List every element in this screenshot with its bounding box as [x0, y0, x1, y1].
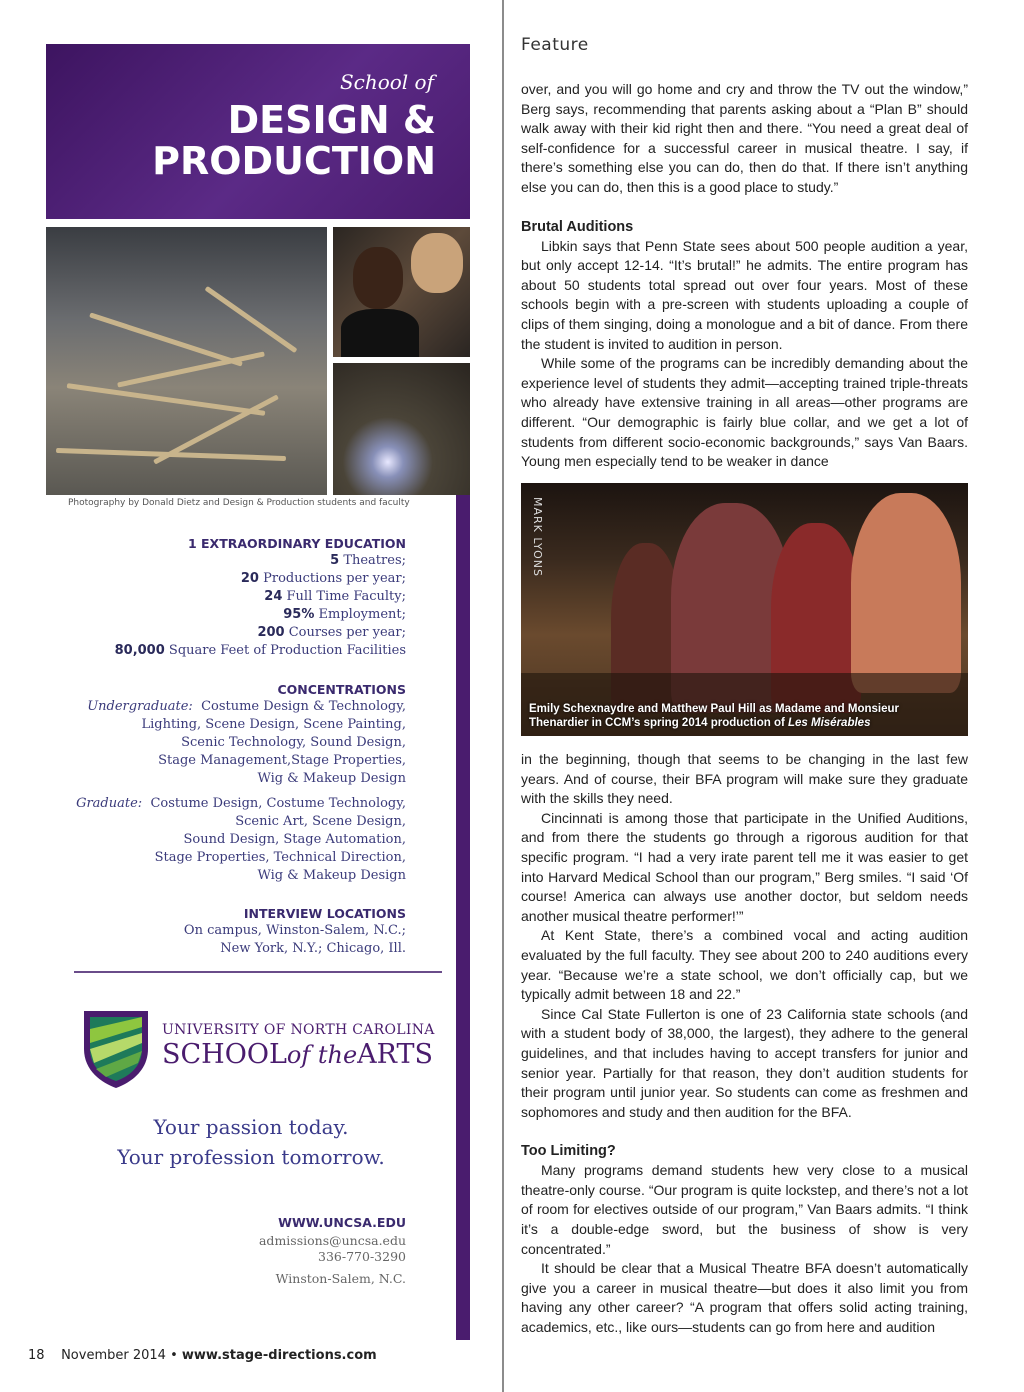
ad-location: Winston-Salem, N.C. — [275, 1271, 406, 1286]
subhead-brutal-auditions: Brutal Auditions — [521, 218, 634, 235]
ad-title-line2: PRODUCTION — [152, 139, 436, 183]
university-name: UNIVERSITY OF NORTH CAROLINA — [162, 1022, 435, 1038]
ad-school-of: School of — [339, 70, 434, 94]
photo-caption: Emily Schexnaydre and Matthew Paul Hill as Madame and Monsieur Thenardier in CCM’s spring 2014 production of Les Misérables — [529, 703, 900, 729]
school-name: SCHOOLof theARTS — [162, 1039, 434, 1070]
ad-title — [152, 100, 436, 182]
ad-header-banner — [46, 44, 470, 219]
concentrations-heading: CONCENTRATIONS — [277, 682, 406, 697]
article-bottom — [521, 750, 968, 1338]
footer-site[interactable]: www.stage-directions.com — [181, 1348, 377, 1363]
article-paragraph: Cincinnati is among those that participate in the Unified Auditions, and from there the students go through a rigorous audition for that specific program. “I had a very irate parent tell me it was easier to get into Harvard Medical School than our program,” Berg smiles. “I said ‘Of course! America can always use another doctor, but seldom needs another musical theatre performer!’” — [521, 809, 968, 924]
stat-line: 24 Full Time Faculty; — [264, 589, 406, 604]
interview-heading: INTERVIEW LOCATIONS — [243, 906, 406, 921]
article-paragraph: Many programs demand students hew very close to a musical theatre-only course. “Our program is quite lockstep, and there’s not a lot of room for electives outside of our program,” Van Baars admits. “I think it’s a double-edge sword, but the business of show is very concentrated.” — [521, 1162, 968, 1257]
page-footer — [28, 1348, 377, 1363]
article-paragraph: Since Cal State Fullerton is one of 23 California state schools (and with a student body of 38,000, the largest), they adhere to the general guidelines, and that includes having to accept transfers for junior and senior year. Partially for that reason, they don’t audition students for their program until junior year. So students can come as freshmen and sophomores and study and then audition for the BFA. — [521, 1005, 968, 1120]
undergrad-line: Lighting, Scene Design, Scene Painting, — [141, 717, 406, 732]
section-label: Feature — [521, 35, 589, 55]
footer-separator: • — [170, 1348, 178, 1363]
interview-line: On campus, Winston-Salem, N.C.; — [183, 923, 406, 938]
ad-email[interactable]: admissions@uncsa.edu — [258, 1233, 406, 1248]
grad-line: Sound Design, Stage Automation, — [183, 832, 406, 847]
article-top — [521, 80, 968, 472]
issue-date: November 2014 — [61, 1348, 166, 1363]
scene-shop-photo — [46, 227, 327, 495]
photo-byline: MARK LYONS — [531, 497, 544, 578]
grad-line: Graduate: Costume Design, Costume Technology, — [76, 796, 406, 811]
ad-body — [46, 495, 470, 1340]
ad-phone: 336-770-3290 — [318, 1249, 406, 1264]
grad-line: Scenic Art, Scene Design, — [235, 814, 406, 829]
ad-website-link[interactable]: WWW.UNCSA.EDU — [278, 1215, 406, 1230]
stat-line: 200 Courses per year; — [257, 625, 406, 640]
tagline-line2: Your profession tomorrow. — [117, 1145, 385, 1169]
article-paragraph: in the beginning, though that seems to be changing in the last few years. And of course, their BFA program will make sure they graduate with the skills they need. — [521, 751, 968, 807]
article-paragraph: While some of the programs can be incredibly demanding about the experience level of students they admit—accepting trained triple-threats who already have extensive training in all areas—other programs are different. “Our demographic is fairly blue collar, and we get a lot of students from different socio-economic backgrounds,” says Van Baars. Young men especially tend to be weaker in dance — [521, 355, 968, 470]
undergrad-line: Wig & Makeup Design — [257, 771, 406, 786]
stat-line: 95% Employment; — [283, 607, 406, 622]
stat-line: 80,000 Square Feet of Production Facilities — [114, 643, 406, 658]
ad-title-line1: DESIGN & — [227, 98, 436, 142]
undergrad-line: Undergraduate: Costume Design & Technology, — [87, 699, 406, 714]
ad-rule — [74, 971, 442, 973]
makeup-photo — [333, 227, 470, 357]
column-divider — [502, 0, 504, 1392]
undergrad-line: Stage Management,Stage Properties, — [158, 753, 406, 768]
grad-line: Stage Properties, Technical Direction, — [154, 850, 406, 865]
article-paragraph: over, and you will go home and cry and throw the TV out the window,” Berg says, recommending that parents asking about a “Plan B” should walk away with their kid right then and there. “You need a great deal of self-confidence for a successful career in musical theatre. I say, if there’s something else you can do, then do that. If there isn’t anything else you can do, then this is a good place to study.” — [521, 81, 968, 195]
subhead-too-limiting: Too Limiting? — [521, 1143, 616, 1160]
welding-photo — [333, 363, 470, 495]
tagline-line1: Your passion today. — [153, 1115, 349, 1139]
uncsa-shield-logo — [82, 1009, 150, 1089]
stat-line: 5 Theatres; — [330, 553, 406, 568]
article-paragraph: It should be clear that a Musical Theatre BFA doesn’t automatically give you a career in musical theatre—but does it also limit you from having any other career? “A program that offers solid acting training, academics, etc., like ours—students can go from here and audition — [521, 1260, 968, 1336]
article-paragraph: At Kent State, there’s a combined vocal and acting audition evaluated by the full faculty. They see about 200 to 240 auditions every year. “Because we’re a state school, we don’t officially cap, but we typically admit between 18 and 22.” — [521, 927, 968, 1003]
page-number: 18 — [28, 1348, 45, 1363]
article-paragraph: Libkin says that Penn State sees about 500 people audition a year, but only accept 12-14. “It’s brutal!” he admits. The entire program has about 50 students total spread out over four years. Most of these schools begin with a pre-screen with students uploading a couple of clips of them singing, doing a monologue and a bit of dance. From there the student is invited to audition in person. — [521, 237, 968, 352]
undergrad-line: Scenic Technology, Sound Design, — [181, 735, 406, 750]
stats-heading: 1 EXTRAORDINARY EDUCATION — [187, 536, 406, 551]
interview-line: New York, N.Y.; Chicago, Ill. — [220, 941, 406, 956]
photo-credit: Photography by Donald Dietz and Design & Production students and faculty — [68, 498, 410, 508]
les-miserables-photo — [521, 483, 968, 736]
stat-line: 20 Productions per year; — [240, 571, 406, 586]
grad-line: Wig & Makeup Design — [257, 868, 406, 883]
